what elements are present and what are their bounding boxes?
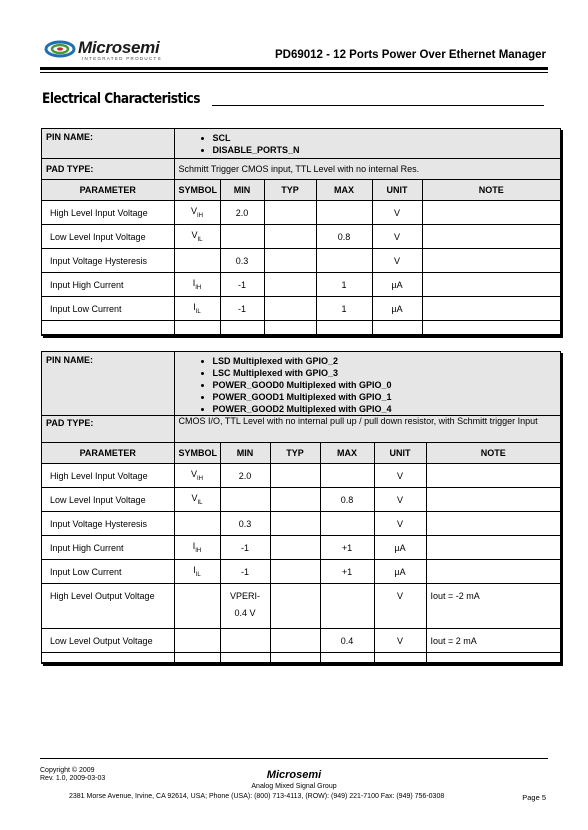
- min-cell: 2.0: [220, 464, 270, 488]
- pin-item: • POWER_GOOD1 Multiplexed with GPIO_1: [213, 391, 557, 403]
- document-title: PD69012 - 12 Ports Power Over Ethernet Manager: [275, 49, 546, 61]
- max-cell: [316, 249, 372, 273]
- column-header: PARAMETER: [42, 180, 174, 201]
- pin-list: [179, 355, 557, 415]
- symbol-cell: [174, 629, 220, 653]
- pad-type-label: PAD TYPE:: [42, 159, 174, 180]
- parameter-cell: High Level Input Voltage: [42, 464, 174, 488]
- typ-cell: [264, 273, 316, 297]
- max-cell: [316, 201, 372, 225]
- pin-name-row: [42, 129, 560, 159]
- parameter-cell: Low Level Input Voltage: [42, 488, 174, 512]
- footer-group: Analog Mixed Signal Group: [251, 783, 337, 790]
- symbol-subscript: IL: [195, 571, 201, 578]
- parameter-cell: Input High Current: [42, 536, 174, 560]
- parameter-rows: [42, 464, 560, 653]
- max-cell: 1: [316, 297, 372, 321]
- footer-brand: Microsemi: [266, 769, 322, 781]
- logo-wordmark: Microsemi: [78, 38, 160, 57]
- table-row: [42, 629, 560, 653]
- typ-cell: [270, 512, 320, 536]
- pad-type-label: PAD TYPE:: [42, 416, 174, 443]
- min-cell: -1: [220, 297, 264, 321]
- section-title: Electrical Characteristics: [42, 91, 200, 107]
- section-title-underline: [212, 105, 544, 106]
- min-cell: 2.0: [220, 201, 264, 225]
- column-header-row: [42, 180, 560, 201]
- parameter-cell: High Level Input Voltage: [42, 201, 174, 225]
- pin-item: • POWER_GOOD0 Multiplexed with GPIO_0: [213, 379, 557, 391]
- unit-cell: µA: [374, 536, 426, 560]
- symbol-letter: I: [193, 302, 196, 313]
- column-header: UNIT: [372, 180, 422, 201]
- pin-table-1: [41, 128, 561, 336]
- table-row: [42, 297, 560, 321]
- note-cell: [426, 464, 560, 488]
- symbol-letter: I: [192, 541, 196, 552]
- note-cell: [426, 536, 560, 560]
- symbol-cell: [174, 201, 220, 225]
- symbol-cell: [174, 249, 220, 273]
- unit-cell: µA: [372, 273, 422, 297]
- footer-rule: [40, 758, 548, 759]
- symbol-cell: [174, 297, 220, 321]
- table-row: [42, 536, 560, 560]
- symbol-letter: V: [190, 469, 197, 480]
- max-cell: +1: [320, 536, 374, 560]
- table-row: [42, 464, 560, 488]
- page-number: Page 5: [522, 793, 546, 802]
- typ-cell: [270, 464, 320, 488]
- pin-list: [179, 132, 557, 156]
- column-header: MIN: [220, 180, 264, 201]
- pad-type-value: Schmitt Trigger CMOS input, TTL Level with no internal Res.: [174, 159, 560, 180]
- microsemi-logo-icon: [44, 40, 76, 58]
- table-row: [42, 560, 560, 584]
- table-row: [42, 488, 560, 512]
- pin-item: • LSD Multiplexed with GPIO_2: [213, 355, 557, 367]
- pin-item: • LSC Multiplexed with GPIO_3: [213, 367, 557, 379]
- table-row: [42, 201, 560, 225]
- symbol-letter: V: [191, 493, 198, 504]
- header-rule: [40, 67, 548, 70]
- parameter-cell: Input Low Current: [42, 297, 174, 321]
- min-cell: [220, 225, 264, 249]
- pin-table-2: [41, 351, 561, 664]
- min-cell: [220, 629, 270, 653]
- symbol-cell: [174, 464, 220, 488]
- footer-address: 2381 Morse Avenue, Irvine, CA 92614, USA; Phone (USA): (800) 713-4113, (ROW): (949) 221-7100 Fax: (949) 756-0308: [69, 793, 445, 800]
- symbol-subscript: IL: [195, 308, 201, 315]
- pad-type-row: [42, 416, 560, 443]
- column-header: TYP: [270, 443, 320, 464]
- parameter-cell: Input Voltage Hysteresis: [42, 249, 174, 273]
- revision-text: Rev. 1.0, 2009-03-03: [40, 775, 106, 782]
- note-cell: [422, 201, 560, 225]
- note-cell: [422, 297, 560, 321]
- column-header: MAX: [316, 180, 372, 201]
- typ-cell: [264, 201, 316, 225]
- unit-cell: V: [374, 512, 426, 536]
- symbol-subscript: IL: [197, 499, 203, 506]
- typ-cell: [270, 560, 320, 584]
- parameter-cell: Input High Current: [42, 273, 174, 297]
- unit-cell: V: [374, 629, 426, 653]
- column-header: MIN: [220, 443, 270, 464]
- table-row: [42, 512, 560, 536]
- pin-list-cell: [174, 129, 560, 159]
- max-cell: 0.8: [316, 225, 372, 249]
- min-cell: VPERI- 0.4 V: [220, 584, 270, 629]
- pin-name-row: [42, 352, 560, 416]
- copyright-text: Copyright © 2009: [40, 767, 95, 774]
- parameter-cell: Low Level Input Voltage: [42, 225, 174, 249]
- symbol-letter: I: [192, 278, 196, 289]
- symbol-cell: [174, 225, 220, 249]
- column-header: SYMBOL: [174, 443, 220, 464]
- column-header: UNIT: [374, 443, 426, 464]
- typ-cell: [270, 536, 320, 560]
- min-cell: -1: [220, 273, 264, 297]
- unit-cell: µA: [374, 560, 426, 584]
- symbol-letter: V: [191, 230, 198, 241]
- typ-cell: [264, 297, 316, 321]
- note-cell: [422, 225, 560, 249]
- column-header-row: [42, 443, 560, 464]
- parameter-cell: Low Level Output Voltage: [42, 629, 174, 653]
- symbol-cell: [174, 560, 220, 584]
- microsemi-logo: [44, 38, 184, 64]
- column-header: SYMBOL: [174, 180, 220, 201]
- header-rule-thin: [40, 72, 548, 73]
- table-row: [42, 249, 560, 273]
- table-row: [42, 225, 560, 249]
- note-cell: [422, 249, 560, 273]
- symbol-subscript: IH: [197, 475, 203, 482]
- symbol-letter: V: [190, 206, 197, 217]
- symbol-subscript: IH: [195, 284, 202, 291]
- typ-cell: [270, 629, 320, 653]
- column-header: NOTE: [422, 180, 560, 201]
- table-row: [42, 273, 560, 297]
- note-cell: Iout = 2 mA: [426, 629, 560, 653]
- parameter-cell: Input Low Current: [42, 560, 174, 584]
- pin-name-label: PIN NAME:: [42, 129, 174, 159]
- pin-name-label: PIN NAME:: [42, 352, 174, 416]
- typ-cell: [270, 488, 320, 512]
- unit-cell: V: [372, 201, 422, 225]
- min-cell: 0.3: [220, 249, 264, 273]
- note-cell: [422, 273, 560, 297]
- min-cell: -1: [220, 536, 270, 560]
- parameter-cell: High Level Output Voltage: [42, 584, 174, 629]
- unit-cell: V: [374, 464, 426, 488]
- symbol-cell: [174, 536, 220, 560]
- note-cell: Iout = -2 mA: [426, 584, 560, 629]
- pad-type-value: CMOS I/O, TTL Level with no internal pull up / pull down resistor, with Schmitt trigger Input: [174, 416, 560, 443]
- column-header: NOTE: [426, 443, 560, 464]
- min-cell: -1: [220, 560, 270, 584]
- unit-cell: V: [372, 249, 422, 273]
- column-header: PARAMETER: [42, 443, 174, 464]
- symbol-subscript: IH: [195, 547, 202, 554]
- pin-item: • SCL: [213, 132, 557, 144]
- max-cell: +1: [320, 560, 374, 584]
- typ-cell: [270, 584, 320, 629]
- unit-cell: V: [374, 488, 426, 512]
- max-cell: 1: [316, 273, 372, 297]
- note-cell: [426, 488, 560, 512]
- max-cell: [320, 464, 374, 488]
- symbol-letter: I: [193, 565, 196, 576]
- pin-list-cell: [174, 352, 560, 416]
- typ-cell: [264, 249, 316, 273]
- unit-cell: V: [372, 225, 422, 249]
- column-header: MAX: [320, 443, 374, 464]
- max-cell: 0.4: [320, 629, 374, 653]
- typ-cell: [264, 225, 316, 249]
- symbol-cell: [174, 584, 220, 629]
- table-row: [42, 584, 560, 629]
- table-bottom-padding: [42, 321, 560, 335]
- max-cell: 0.8: [320, 488, 374, 512]
- column-header: TYP: [264, 180, 316, 201]
- note-cell: [426, 560, 560, 584]
- min-cell: [220, 488, 270, 512]
- symbol-cell: [174, 512, 220, 536]
- unit-cell: µA: [372, 297, 422, 321]
- symbol-subscript: IL: [197, 236, 203, 243]
- note-cell: [426, 512, 560, 536]
- pin-item: • DISABLE_PORTS_N: [213, 144, 557, 156]
- parameter-rows: [42, 201, 560, 321]
- symbol-subscript: IH: [197, 212, 203, 219]
- symbol-cell: [174, 273, 220, 297]
- max-cell: [320, 584, 374, 629]
- min-cell: 0.3: [220, 512, 270, 536]
- parameter-cell: Input Voltage Hysteresis: [42, 512, 174, 536]
- symbol-cell: [174, 488, 220, 512]
- table-bottom-padding: [42, 653, 560, 663]
- pin-item: • POWER_GOOD2 Multiplexed with GPIO_4: [213, 403, 557, 415]
- max-cell: [320, 512, 374, 536]
- pad-type-row: [42, 159, 560, 180]
- unit-cell: V: [374, 584, 426, 629]
- logo-subtitle: INTEGRATED PRODUCTS: [82, 56, 162, 61]
